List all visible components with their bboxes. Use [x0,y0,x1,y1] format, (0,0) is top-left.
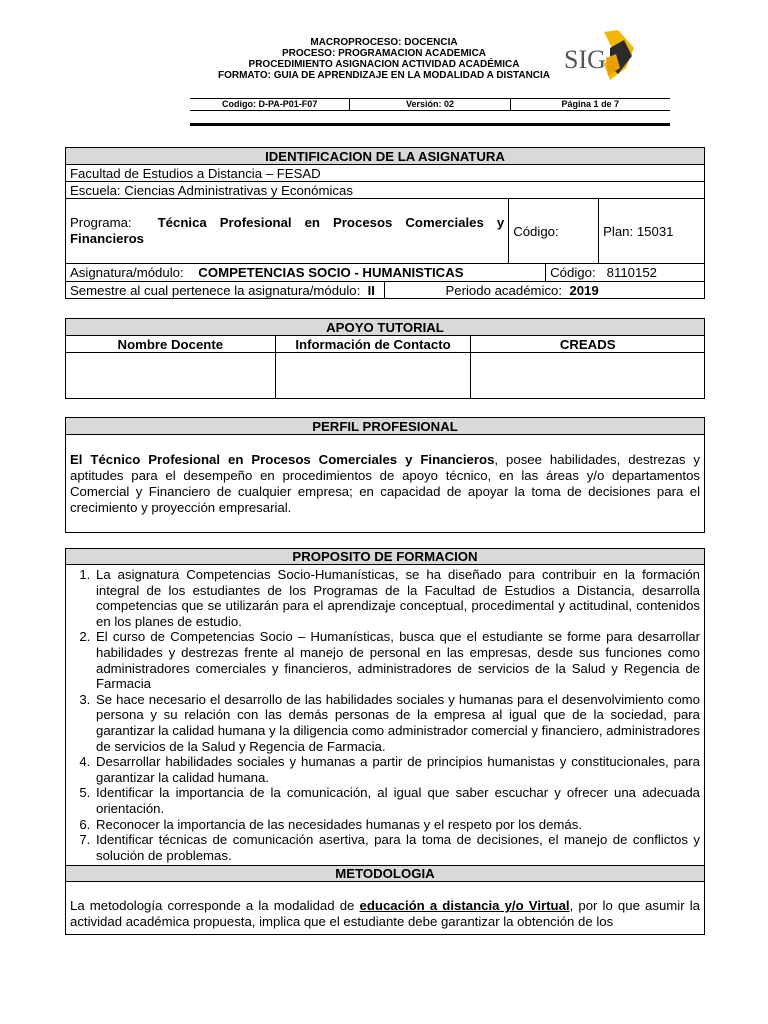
col-nombre-docente: Nombre Docente [66,336,276,353]
header-line-proceso: PROCESO: PROGRAMACION ACADEMICA [281,48,487,59]
metodologia-post: , por lo que asumir la actividad académica propuesta, implica que el estudiante debe garantizar la obtención de los [70,898,700,930]
format-page: Página 1 de 7 [510,99,670,110]
header-line-macroproceso: MACROPROCESO: DOCENCIA [310,37,458,48]
header-divider [190,123,670,126]
col-creads: CREADS [471,336,705,353]
programa-cell [66,199,509,264]
proposito-list-cell [66,565,705,866]
list-item: 2. El curso de Competencias Socio – Humanísticas, busca que el estudiante se forme para desarrollar habilidades y destrezas frente al manejo de personal en las empresas, desde sus funciones como administradores comerciales y financieros, administradores de servicios de la Salud y Regencia de Farmacia [94,629,700,691]
metodologia-emphasis: educación a distancia y/o Virtual [359,898,570,914]
metodologia-title: METODOLOGIA [66,866,705,882]
perfil-lead: El Técnico Profesional en Procesos Comerciales y Financieros [70,451,495,467]
list-item: 3. Se hace necesario el desarrollo de las habilidades sociales y humanas para el desenvolvimiento como persona y su relación con las demás personas de la empresa al igual que de la sociedad, para garantizar la calidad humana y la diligencia como administrador comercial y financiero, administradores de servicios de la Salud y Regencia de Farmacia. [94,692,700,754]
document-header [200,37,568,81]
perfil-profesional-table [65,417,705,533]
logo-text: SIG [564,45,606,74]
semestre-cell [66,282,385,299]
asignatura-codigo-value: 8110152 [606,265,657,280]
svg-text:.: . [566,75,567,79]
asignatura-codigo-cell [546,264,705,282]
asignatura-value: COMPETENCIAS SOCIO - HUMANISTICAS [198,265,464,280]
creads-cell[interactable] [471,353,705,399]
list-item: 6. Reconocer la importancia de las necesidades humanas y el respeto por los demás. [94,817,700,833]
metodologia-text [66,882,705,935]
asignatura-label: Asignatura/módulo: [70,265,184,280]
format-meta-row [190,98,670,111]
proposito-title: PROPOSITO DE FORMACION [66,549,705,565]
periodo-value: 2019 [569,282,599,298]
apoyo-tutorial-table [65,318,705,399]
col-informacion-contacto: Información de Contacto [275,336,471,353]
identificacion-table [65,147,705,299]
perfil-title: PERFIL PROFESIONAL [66,418,705,435]
plan-cell: Plan: 15031 [599,199,705,264]
periodo-label: Periodo académico: [445,282,563,298]
perfil-text [66,435,705,533]
sig-logo [560,28,638,88]
programa-value: Técnica Profesional en Procesos Comerciales y Financieros [70,215,505,246]
facultad-cell: Facultad de Estudios a Distancia – FESAD [66,165,705,182]
semestre-label: Semestre al cual pertenece la asignatura/módulo: [70,282,361,298]
periodo-cell [385,282,705,299]
codigo-label-cell: Código: [509,199,599,264]
identificacion-title: IDENTIFICACION DE LA ASIGNATURA [66,148,705,165]
proposito-formacion-table [65,548,705,935]
asignatura-codigo-label: Código: [550,265,596,280]
informacion-contacto-cell[interactable] [275,353,471,399]
semestre-value: II [367,282,375,298]
list-item: 5. Identificar la importancia de la comunicación, al igual que saber escuchar y ofrecer una adecuada orientación. [94,785,700,816]
list-item: 7. Identificar técnicas de comunicación asertiva, para la toma de decisiones, el manejo de conflictos y solución de problemas. [94,832,700,863]
metodologia-pre: La metodología corresponde a la modalidad de [70,898,360,914]
header-line-procedimiento: PROCEDIMIENTO ASIGNACION ACTIVIDAD ACADÉMICA [248,59,520,70]
proposito-list [70,567,700,863]
list-item: 1. La asignatura Competencias Socio-Humanísticas, se ha diseñado para contribuir en la formación integral de los estudiantes de los Programas de la Facultad de Estudios a Distancia, desarrolla competencias que se utilizarán para el aprendizaje conceptual, procedimental y actitudinal, contenidos en los planes de estudio. [94,567,700,629]
header-line-formato: FORMATO: GUIA DE APRENDIZAJE EN LA MODALIDAD A DISTANCIA [217,70,551,81]
nombre-docente-cell[interactable] [66,353,276,399]
format-version: Versión: 02 [349,99,509,110]
list-item: 4. Desarrollar habilidades sociales y humanas a partir de principios humanistas y constitucionales, para garantizar la calidad humana. [94,754,700,785]
perfil-body: , posee habilidades, destrezas y aptitudes para el desempeño en procedimientos de apoyo técnico, en las áreas y/o departamentos Comercial y Financiero de cualquier empresa; en capacidad de apoyar la toma de decisiones para el crecimiento y proyección empresarial. [70,451,701,515]
asignatura-cell [66,264,546,282]
programa-label: Programa: [70,215,132,230]
format-code: Codigo: D-PA-P01-F07 [221,99,318,109]
apoyo-title: APOYO TUTORIAL [66,319,705,336]
escuela-cell: Escuela: Ciencias Administrativas y Económicas [66,182,705,199]
